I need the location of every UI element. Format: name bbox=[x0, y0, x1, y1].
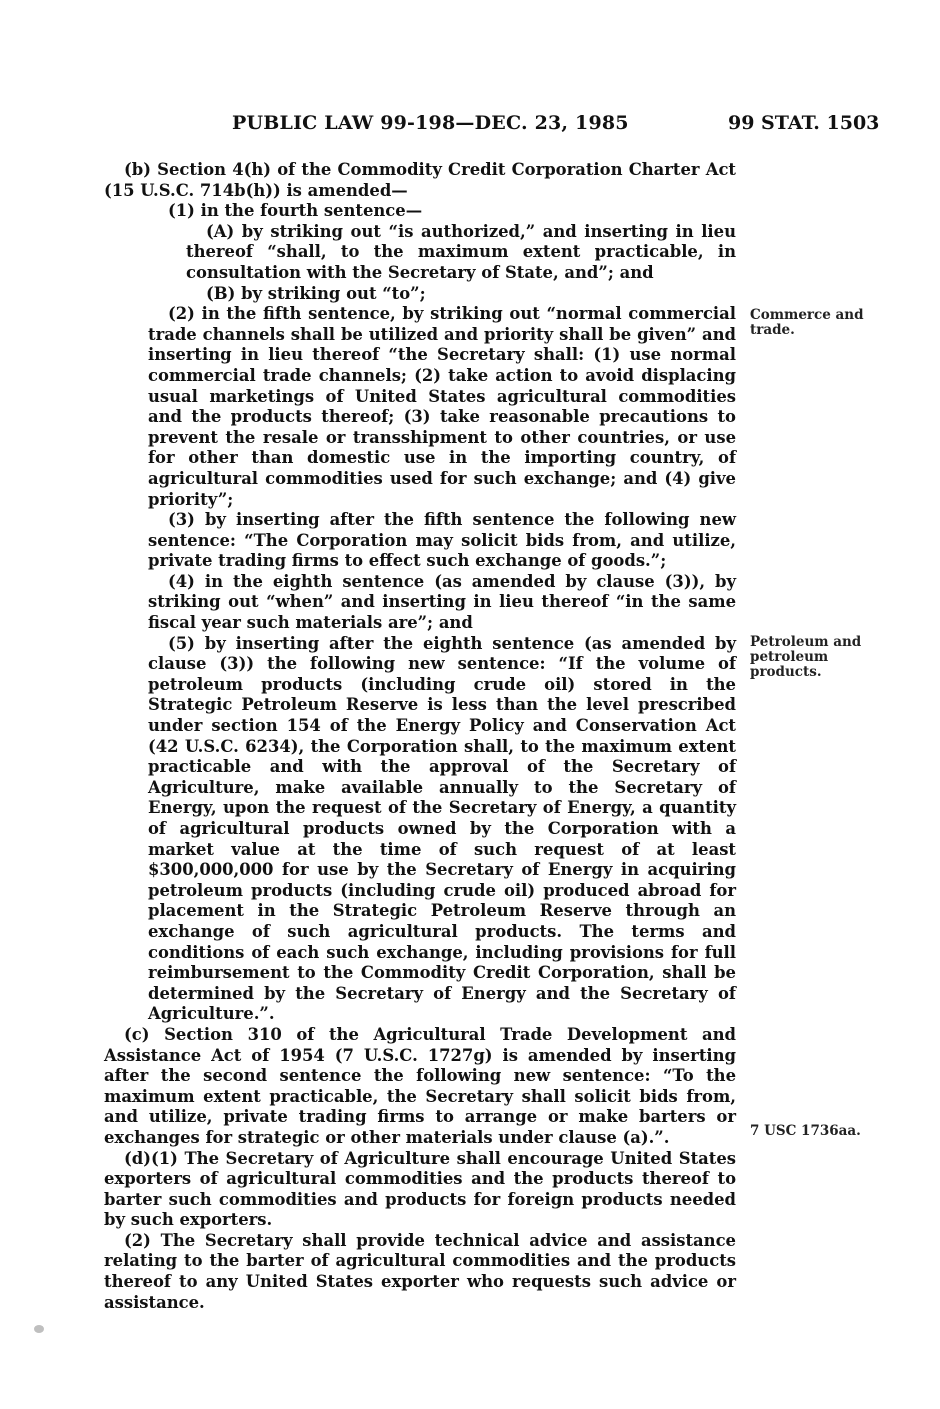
paragraph-clause-2: (2) in the fifth sentence, by striking out “normal commercial trade channels shall be utilized and priority shall be given” and inserting in lieu thereof “the Secretary shall: (1) use normal commercial trade channels; (2) take action to avoid displacing usual marketings of United States agricultural commodities and the products thereof; (3) take reasonable precautions to prevent the resale or transshipment to other countries, or use for other than domestic use in the importing country, of agricultural commodities used for such exchange; and (4) give priority”; bbox=[148, 304, 736, 509]
paragraph-subsection-c: (c) Section 310 of the Agricultural Trade Development and Assistance Act of 1954 (7 U.S.C. 1727g) is amended by inserting after the second sentence the following new sentence: “To the maximum extent practicable, the Secretary shall solicit bids from, and utilize, private trading firms to arrange or make barters or exchanges for strategic or other materials under clause (a).”. bbox=[104, 1024, 736, 1147]
paragraph-clause-4: (4) in the eighth sentence (as amended by clause (3)), by striking out “when” and inserting in lieu thereof “in the same fiscal year such materials are”; and bbox=[148, 571, 736, 633]
scan-speck bbox=[34, 1325, 44, 1333]
paragraph-clause-1: (1) in the fourth sentence— bbox=[168, 201, 423, 221]
running-header-title: PUBLIC LAW 99-198—DEC. 23, 1985 bbox=[232, 112, 629, 134]
margin-note-usc-citation: 7 USC 1736aa. bbox=[750, 1123, 861, 1139]
paragraph-clause-1a: (A) by striking out “is authorized,” and inserting in lieu thereof “shall, to the maximum extent practicable, in consultation with the Secretary of State, and”; and bbox=[186, 221, 736, 282]
paragraph-subsection-d2: (2) The Secretary shall provide technical advice and assistance relating to the barter of agricultural commodities and the products thereof to any United States exporter who requests such advice or assistance. bbox=[104, 1230, 736, 1312]
paragraph-clause-1b: (B) by striking out “to”; bbox=[206, 283, 426, 303]
paragraph-clause-3: (3) by inserting after the fifth sentence the following new sentence: “The Corporation may solicit bids from, and utilize, private trading firms to effect such exchange of goods.”; bbox=[148, 510, 736, 571]
statute-page-number: 99 STAT. 1503 bbox=[728, 112, 880, 134]
paragraph-subsection-b: (b) Section 4(h) of the Commodity Credit Corporation Charter Act (15 U.S.C. 714b(h)) is amended— bbox=[104, 160, 736, 200]
margin-note-commerce: Commerce and trade. bbox=[750, 307, 864, 338]
paragraph-clause-5: (5) by inserting after the eighth sentence (as amended by clause (3)) the following new sentence: “If the volume of petroleum products (including crude oil) stored in the Strategic Petroleum Reserve is less than the level prescribed under section 154 of the Energy Policy and Conservation Act (42 U.S.C. 6234), the Corporation shall, to the maximum extent practicable and with the approval of the Secretary of Agriculture, make available annually to the Secretary of Energy, upon the request of the Secretary of Energy, a quantity of agricultural products owned by the Corporation with a market value at the time of such request of at least $300,000,000 for use by the Secretary of Energy in acquiring petroleum products (including crude oil) produced abroad for placement in the Strategic Petroleum Reserve through an exchange of such agricultural products. The terms and conditions of each such exchange, including provisions for full reimbursement to the Commodity Credit Corporation, shall be determined by the Secretary of Energy and the Secretary of Agriculture.”. bbox=[148, 633, 736, 1024]
margin-note-petroleum: Petroleum and petroleum products. bbox=[750, 634, 862, 680]
body-text bbox=[104, 160, 736, 1313]
paragraph-subsection-d1: (d)(1) The Secretary of Agriculture shall encourage United States exporters of agricultural commodities and the products thereof to barter such commodities and products for foreign products needed by such exporters. bbox=[104, 1148, 736, 1230]
